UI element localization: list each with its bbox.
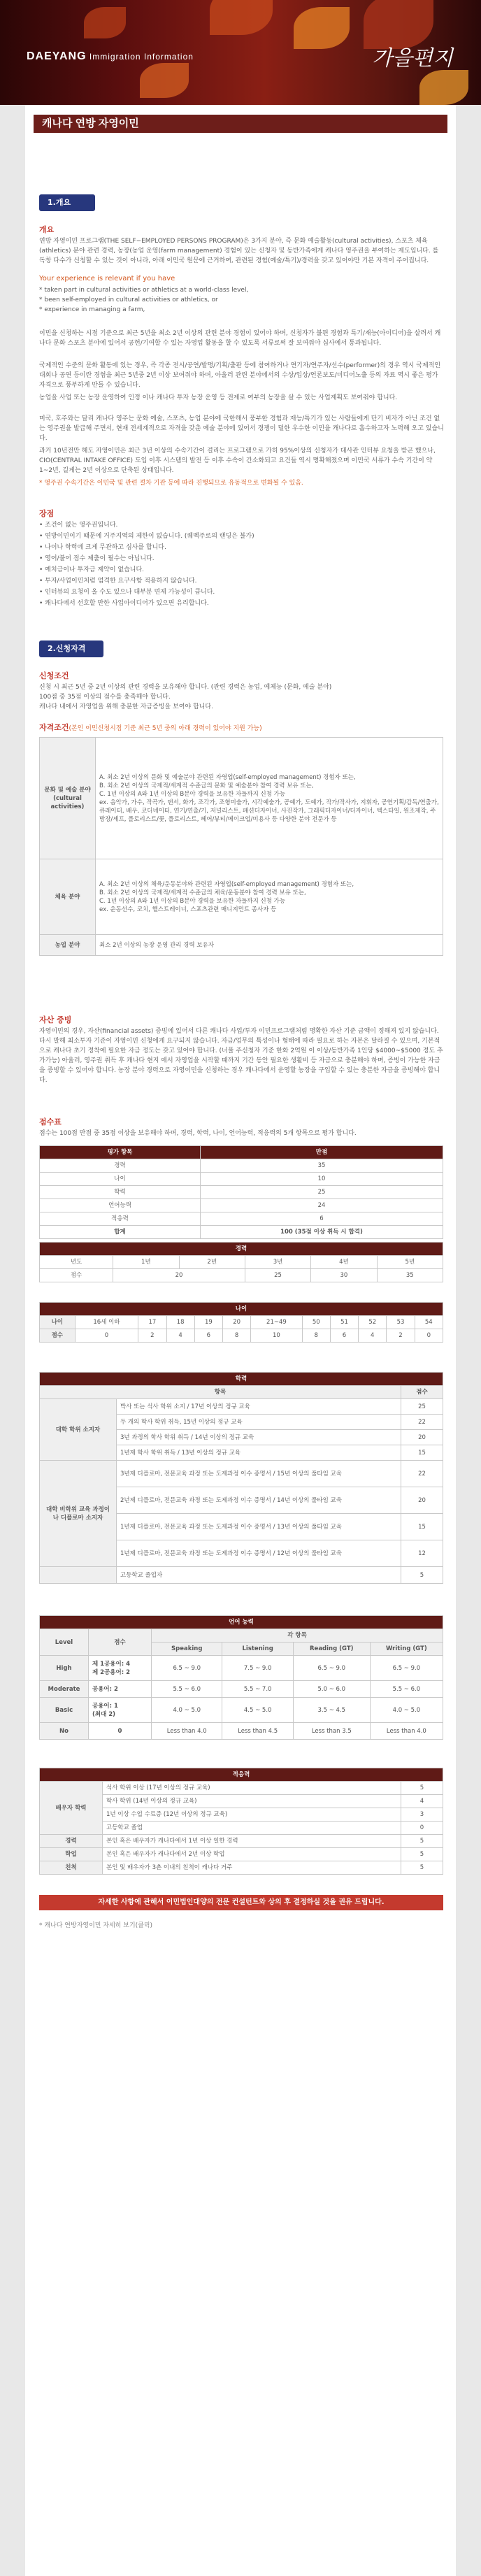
cell: 18 [166,1316,194,1329]
table-row [40,1173,443,1186]
cell: 17 [138,1316,166,1329]
table-row [40,1861,443,1875]
cell: 고등학교 졸업 [103,1822,401,1835]
cell: 4.5 ~ 5.0 [222,1698,293,1723]
cell: 5.5 ~ 6.0 [370,1681,443,1698]
cell: Reading (GT) [293,1643,370,1656]
cell: 20 [223,1316,251,1329]
table-title [40,1616,443,1629]
table-row [40,1835,443,1848]
cell: 1년 [113,1256,179,1269]
cell: 학사 학위 (14년 이상의 정규 교육) [103,1795,401,1808]
cell: 25 [201,1186,443,1199]
cell: 6 [194,1329,222,1343]
table-title-cell: 나이 [40,1303,443,1316]
overview-para-4: 미국, 호주와는 달리 캐나다 영주는 문화 예술, 스포츠, 농업 분야에 국한해서 풍부한 경험과 재능/특기가 있는 사람들에게 단기 비자가 아닌 조건 없는 영주권을 발급해 주면서, 현재 전세계적으로 자격을 갖춘 예술 분야에 있어서 경쟁이 덜한 우수한 이민을 캐나다로 흡수하고자 노력해 오고 있습니다. [39,415,444,442]
condition-line: 100점 중 35점 이상의 점수를 충족해야 합니다. [39,694,171,701]
cell: 5.5 ~ 6.0 [152,1681,222,1698]
merit-item: • 캐나다에서 선호할 만한 사업아이디어가 있으면 유리합니다. [39,600,209,607]
cell: 53 [387,1316,415,1329]
qual-item: B. 최소 2년 이상의 국제적/세계적 수준급의 문화 및 예술분야 참여 경력 보유 또는, [99,782,314,789]
qualification-table [39,737,443,956]
cell: 5 [401,1861,443,1875]
cell: 5 [401,1567,443,1584]
cell: Less than 3.5 [293,1723,370,1740]
qual-item: C. 1년 이상의 A와 1년 이상의 B분야 경력을 보유한 자들까지 신청 가능 [99,897,286,905]
row-label: 체육 분야 [40,859,96,935]
logo-bold: DAEYANG [27,50,87,62]
table-row [40,1681,443,1698]
cell: 친척 [40,1861,103,1875]
condition-line: 신청 시 최근 5년 중 2년 이상의 관련 경력을 보유해야 합니다. (관련 경력은 농업, 예체능 (문화, 예술 분야) [39,684,332,691]
cell: 10 [251,1329,302,1343]
cell: 석사 학위 이상 (17년 이상의 정규 교육) [103,1782,401,1795]
table-row [40,1329,443,1343]
education-table [39,1372,443,1584]
table-row-total [40,1226,443,1239]
cell: 20 [401,1430,443,1445]
cell: 점수 [89,1629,152,1656]
merit-item: • 예치금이나 투자금 제약이 없습니다. [39,566,145,573]
table-row [40,1567,443,1584]
score-intro: 점수는 100점 만점 중 35점 이상을 보유해야 하며, 경력, 학력, 나이, 언어능력, 적응력의 5개 항목으로 평가 합니다. [39,1130,357,1137]
cell: Writing (GT) [370,1643,443,1656]
overview-intro: 연방 자영이민 프로그램(THE SELF−EMPLOYED PERSONS PROGRAM)은 3가지 분야, 즉 문화 예술활동(cultural activities), 스포츠 체육(athletics) 분야 관련 경력, 농장(농업 운영(farm management) 경험이 있는 신청자 및 동반가족에게 캐나다 영주권을 부여하는 제도입니다. 를독창 다수가 신청할 수 있는 것이 아니라, 아래 이민국 원문에 근거하여, 관련된 경험(예술/특기)/경력을 갖고 있어야만 기본 자격이 주어집니다. [39,238,439,264]
cell: 나이 [40,1316,76,1329]
cell: 3년제 디플로마, 전문교육 과정 또는 도제과정 이수 증명서 / 15년 이상의 풀타임 교육 [117,1461,401,1487]
cell: 박사 또는 석사 학위 소지 / 17년 이상의 정규 교육 [117,1399,401,1415]
cell: 항목 [40,1386,401,1399]
cell: 공용어: 2 [89,1681,152,1698]
overview-note: * 영주권 수속기간은 이민국 및 관련 절차 기관 등에 따라 진행되므로 유동적으로 변화될 수 있음. [39,480,303,487]
details-link[interactable]: * 캐나다 연방자영이민 자세히 보기(클릭) [39,1922,153,1929]
cell: 학업 [40,1848,103,1861]
table-row [40,1399,443,1415]
cell: 본인 혹은 배우자가 캐나다에서 2년 이상 학업 [103,1848,401,1861]
merit-item: • 연방이민이기 때문에 거주지역의 제한이 없습니다. (퀘벡주로의 랜딩은 불가) [39,533,254,540]
cell: 1년제 디플로마, 전문교육 과정 또는 도제과정 이수 증명서 / 12년 이상의 풀타임 교육 [117,1540,401,1567]
cell: Less than 4.5 [222,1723,293,1740]
table-title-cell: 적응력 [40,1768,443,1782]
cell: 4 [401,1795,443,1808]
qualification-sub: (본인 이민신청시점 기준 최근 5년 중의 아래 경력이 있어야 지원 가능) [69,725,262,732]
table-header [40,1386,443,1399]
table-row [40,859,443,935]
cell: 51 [330,1316,358,1329]
table-title-cell: 언어 능력 [40,1616,443,1629]
cell: 6.5 ~ 9.0 [293,1656,370,1681]
eligibility-en-3: * experience in managing a farm, [39,306,145,313]
cell: 8 [223,1329,251,1343]
table-row [40,1782,443,1795]
cell: 6 [330,1329,358,1343]
table-row [40,738,443,859]
qual-item: ex. 운동선수, 코치, 헬스트레이너, 스포츠관련 매니지먼트 종사자 등 [99,906,277,913]
experience-table [39,1242,443,1282]
cell: 4 [359,1329,387,1343]
cell: 5.0 ~ 6.0 [293,1681,370,1698]
cell: 본인 및 배우자가 3촌 이내의 친척이 캐나다 거주 [103,1861,401,1875]
adaptability-table [39,1768,443,1875]
cell: 25 [245,1269,310,1282]
logo-text: Immigration Information [86,52,194,62]
merit-item: • 조건이 없는 영주권입니다. [39,522,118,529]
assets-heading: 자산 증빙 [39,1015,72,1024]
table-header [40,1146,443,1159]
cell: 6.5 ~ 9.0 [152,1656,222,1681]
cell: Listening [222,1643,293,1656]
cell: 경력 [40,1159,201,1173]
merits-heading: 장점 [39,509,55,518]
page-title: 캐나다 연방 자영이민 [34,115,447,133]
cell: 4.0 ~ 5.0 [152,1698,222,1723]
cell: 15 [401,1445,443,1461]
cell: 3 [401,1808,443,1822]
cell: 8 [302,1329,330,1343]
cell: 1년 이상 수업 수료증 (12년 이상의 정규 교육) [103,1808,401,1822]
overview-para-5: 과거 10년전만 해도 자영이민은 최근 3년 이상의 수속기간이 걸리는 프로그램으로 가히 95%이상의 신청자가 대사관 인터뷰 요청을 받곤 했으나, CIO(CENTRAL INTAKE OFFICE) 도입 이후 시스템의 발전 등 이후 수속이 간소화되고 요건들 역시 명확해졌으며 이민국 서류가 수속 기간이 약 1~2년, 길게는 2년 이상으로 단축된 상태입니다. [39,448,436,474]
cell: High [40,1656,89,1681]
cell: 0 [89,1723,152,1740]
cell: Basic [40,1698,89,1723]
section-qualification-tab: 2.신청자격 [39,641,103,657]
cell: 50 [302,1316,330,1329]
overview-heading: 개요 [39,225,55,234]
table-row [40,1269,443,1282]
cell: 제 1공용어: 4 제 2공용어: 2 [89,1656,152,1681]
cell: 2년 [179,1256,245,1269]
table-header [40,1316,443,1329]
cell: 15 [401,1514,443,1540]
cell: 10 [201,1173,443,1186]
table-title-cell: 학력 [40,1373,443,1386]
cell: 0 [75,1329,138,1343]
cell: No [40,1723,89,1740]
cell: 1년제 학사 학위 취득 / 13년 이상의 정규 교육 [117,1445,401,1461]
cell: 52 [359,1316,387,1329]
table-row [40,1212,443,1226]
table-row [40,1199,443,1212]
cell: 20 [401,1487,443,1514]
cell: 6 [201,1212,443,1226]
qualification-heading-line [39,723,445,734]
cell: Less than 4.0 [370,1723,443,1740]
cell: 4년 [311,1256,377,1269]
qual-item: A. 최소 2년 이상의 문화 및 예술분야 관련된 자영업(self-employed management) 경험자 또는, [99,773,356,781]
qualification-heading: 자격조건 [39,723,69,732]
cell: 합계 [40,1226,201,1239]
cell: 24 [201,1199,443,1212]
cell: 년도 [40,1256,113,1269]
eligibility-en-1: * taken part in cultural activities or athletics at a world-class level, [39,287,249,294]
table-title [40,1243,443,1256]
overview-para-1: 이민을 신청하는 시점 기준으로 최근 5년을 최소 2년 이상의 관련 분야 경험이 있어야 하며, 신청자가 불편 경험과 특기/재능(아이디어)을 살려서 캐나다 문화 스포츠 분야에 있어서 공헌/기여할 수 있는 자영업 활동을 할 수 있도록 서류로써 잘 보여줘야 심사에서 통과됩니다. [39,330,441,347]
cell: 본인 혹은 배우자가 캐나다에서 1년 이상 일한 경력 [103,1835,401,1848]
cell: Moderate [40,1681,89,1698]
cell: 5 [401,1835,443,1848]
table-row [40,935,443,956]
qual-item: ex. 음악가, 가수, 작곡가, 댄서, 화가, 조각가, 조형미술가, 시각예술가, 공예가, 도예가, 작가/작사가, 지휘자, 공연기획/감독/연출가, 큐레이터, 배우, 코디네이터, 연기/연출/기, 저널리스트, 패션디자이너, 사진작가, 그래픽디자이너/디자이너, 텍스타일, 원조제작, 주방장/셰프, 플로리스트/꽃, 플로리스트, 헤어/뷰티/메이크업/미용사 등 다양한 분야 전문가 등 [99,799,439,823]
cell: 3년 과정의 학사 학위 취득 / 14년 이상의 정규 교육 [117,1430,401,1445]
cell: 16세 이하 [75,1316,138,1329]
row-label: 농업 분야 [40,935,96,956]
table-row [40,1723,443,1740]
table-title [40,1768,443,1782]
table-header [40,1629,443,1643]
section-overview-tab: 1.개요 [39,194,95,211]
header-banner [0,0,481,105]
cell: 적응력 [40,1212,201,1226]
conditions-heading: 신청조건 [39,671,69,680]
cell: 6.5 ~ 9.0 [370,1656,443,1681]
eligibility-en-heading: Your experience is relevant if you have [39,275,175,282]
col-header: 평가 항목 [40,1146,201,1159]
cell: 35 [201,1159,443,1173]
table-title [40,1373,443,1386]
cell: 30 [311,1269,377,1282]
consult-banner: 자세한 사항에 관해서 이민법인대양의 전문 컨설턴트와 상의 후 결정하실 것을 권유 드립니다. [39,1895,443,1910]
cell: 점수 [40,1269,113,1282]
col-header: 만점 [201,1146,443,1159]
cell: 2 [387,1329,415,1343]
cell: 배우자 학력 [40,1782,103,1835]
qual-item: 최소 2년 이상의 농장 운영 관리 경력 보유자 [99,941,214,949]
cell: 2년제 디플로마, 전문교육 과정 또는 도제과정 이수 증명서 / 14년 이상의 풀타임 교육 [117,1487,401,1514]
age-table [39,1302,443,1343]
brand-title: 가을편지 [372,46,453,71]
content-panel [25,105,456,2576]
cell: 54 [415,1316,443,1329]
cell: 5.5 ~ 7.0 [222,1681,293,1698]
qual-item: C. 1년 이상의 A와 1년 이상의 B분야 경력을 보유한 자들까지 신청 가능 [99,790,286,798]
assets-text: 자영이민의 경우, 자산(financial assets) 증빙에 있어서 다른 캐나다 사업/투자 이민프로그램처럼 명확한 자산 기준 금액이 정해져 있지 않습니다. 다시 말해 최소투자 기준이 자영이민 신청에게 요구되지 않습니다. 자금/업무의 특성이나 형태에 따라 필요로 하는 자본은 달라질 수 있으며, 기본적으로 캐나다 초기 정착에 필요한 자금 정도는 갖고 있어야 합니다. (너풀 주신청자 기준 한화 2억원 이 이상/동반가족 1인당 $4000~$5000 정도 추가가능) 아울러, 영주권 취득 후 캐나다 현지 에서 자영업을 시작할 때까지 기간 동안 필요한 생활비 등 자금으로 충분해야 하며, 증빙이 가능한 자금을 증빙할 수 있어야 합니다. 농장 분야 경력으로 자영이민을 신청하는 경우 캐나다에서 운영할 농장을 구입할 수 있는 충분한 자금을 증빙해야 합니다. [39,1028,443,1084]
cell: 4.0 ~ 5.0 [370,1698,443,1723]
merit-item: • 나이나 학력에 크게 무관하고 심사를 합니다. [39,544,166,551]
overview-para-2: 국제적인 수준의 문화 활동에 있는 경우, 즉 각종 전시/공연/발명/기획/출판 등에 참여하거나 연기자/연주자/선수(performer)의 경우 역시 국제적인 대회나 공연 등이란 경험을 최근 5년중 2년 이상 보여줘야 하며, 아울러 관련 분야에서의 수상/입상/언론보도/미디어노출 등의 자료 역시 좋은 평가 자격으로 풍부하게 만들 수 있습니다. [39,362,441,389]
score-heading: 점수표 [39,1117,62,1126]
cell: 고등학교 졸업자 [117,1567,401,1584]
merit-item: • 인터뷰의 요청이 올 수도 있으나 대부분 면제 가능성이 큽니다. [39,589,215,596]
table-title [40,1303,443,1316]
cell: 3년 [245,1256,310,1269]
cell: 대학 비학위 교육 과정이나 디플로마 소지자 [40,1461,117,1567]
score-table [39,1145,443,1239]
cell: 0 [415,1329,443,1343]
cell: 5 [401,1782,443,1795]
cell: 1년제 디플로마, 전문교육 과정 또는 도제과정 이수 증명서 / 13년 이상의 풀타임 교육 [117,1514,401,1540]
table-row [40,1186,443,1199]
cell: Level [40,1629,89,1656]
cell: 경력 [40,1835,103,1848]
table-row [40,1461,443,1487]
cell: 4 [166,1329,194,1343]
language-table [39,1615,443,1740]
cell: 5 [401,1848,443,1861]
table-row [40,1656,443,1681]
cell: 35 [377,1269,443,1282]
cell: 0 [401,1822,443,1835]
overview-para-3: 농업을 사업 또는 농장 운영하여 인정 이나 캐나다 투자 농장 운영 등 전제로 여부의 농장을 살 수 있는 사업계획도 보여줘야 합니다. [39,394,398,401]
cell: Speaking [152,1643,222,1656]
table-title-cell: 경력 [40,1243,443,1256]
cell: 3.5 ~ 4.5 [293,1698,370,1723]
cell: 21~49 [251,1316,302,1329]
qual-item: B. 최소 2년 이상의 국제적/세계적 수준급의 체육/운동분야 참여 경력 보유 또는, [99,889,306,896]
cell: 12 [401,1540,443,1567]
merit-item: • 영어/불어 점수 제출이 필수는 아닙니다. [39,555,155,562]
cell: 2 [138,1329,166,1343]
cell: 대학 학위 소지자 [40,1399,117,1461]
cell: 22 [401,1461,443,1487]
cell: 22 [401,1415,443,1430]
table-header [40,1256,443,1269]
cell: 7.5 ~ 9.0 [222,1656,293,1681]
cell: 20 [113,1269,245,1282]
condition-line: 캐나다 내에서 자영업을 위해 충분한 자금증빙을 보여야 합니다. [39,703,213,710]
qual-item: A. 최소 2년 이상의 체육/운동분야와 관련된 자영업(self-employed management) 경험자 또는, [99,880,354,888]
row-content [96,859,443,935]
cell: Less than 4.0 [152,1723,222,1740]
cell: 두 개의 학사 학위 취득, 15년 이상의 정규 교육 [117,1415,401,1430]
cell: 각 항목 [152,1629,443,1643]
row-content [96,738,443,859]
row-content [96,935,443,956]
cell: 19 [194,1316,222,1329]
company-logo[interactable] [27,50,194,63]
cell: 점수 [401,1386,443,1399]
cell [40,1567,117,1584]
cell: 5년 [377,1256,443,1269]
cell: 공용어: 1 (최대 2) [89,1698,152,1723]
eligibility-en-2: * been self-employed in cultural activities or athletics, or [39,296,218,303]
cell: 100 (35점 이상 취득 시 합격) [201,1226,443,1239]
table-row [40,1698,443,1723]
table-row [40,1159,443,1173]
row-label: 문화 및 예술 분야 (cultural activities) [40,738,96,859]
cell: 학력 [40,1186,201,1199]
cell: 언어능력 [40,1199,201,1212]
cell: 나이 [40,1173,201,1186]
merit-item: • 투자/사업이민처럼 엄격한 요구사항 적용하지 않습니다. [39,578,197,585]
cell: 점수 [40,1329,76,1343]
cell: 25 [401,1399,443,1415]
table-row [40,1848,443,1861]
